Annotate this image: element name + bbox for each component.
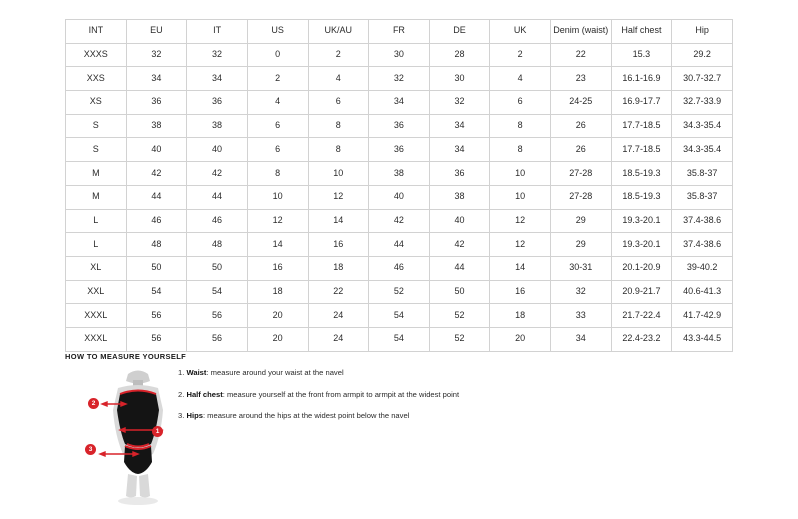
size-value-cell: 50 (429, 280, 490, 304)
size-value-cell: 38 (369, 162, 430, 186)
size-value-cell: 26 (551, 138, 612, 162)
size-value-cell: 6 (490, 91, 551, 115)
size-value-cell: 2 (247, 67, 308, 91)
size-label-cell: XS (66, 91, 127, 115)
size-value-cell: 12 (308, 185, 369, 209)
size-value-cell: 44 (187, 185, 248, 209)
size-value-cell: 52 (369, 280, 430, 304)
size-value-cell: 22 (551, 43, 612, 67)
size-value-cell: 4 (308, 67, 369, 91)
table-header-row (66, 20, 733, 44)
column-header: Hip (672, 20, 733, 44)
size-value-cell: 30-31 (551, 256, 612, 280)
size-value-cell: 32.7-33.9 (672, 91, 733, 115)
size-value-cell: 16 (490, 280, 551, 304)
column-header: EU (126, 20, 187, 44)
size-value-cell: 15.3 (611, 43, 672, 67)
table-row (66, 209, 733, 233)
column-header: DE (429, 20, 490, 44)
size-value-cell: 38 (187, 114, 248, 138)
table-row (66, 114, 733, 138)
size-value-cell: 6 (247, 138, 308, 162)
size-value-cell: 32 (187, 43, 248, 67)
size-value-cell: 50 (187, 256, 248, 280)
size-value-cell: 30 (429, 67, 490, 91)
size-value-cell: 18.5-19.3 (611, 185, 672, 209)
size-value-cell: 54 (369, 327, 430, 351)
size-value-cell: 46 (369, 256, 430, 280)
size-value-cell: 34.3-35.4 (672, 138, 733, 162)
table-header (66, 20, 733, 44)
size-label-cell: M (66, 185, 127, 209)
callout-bullet-hips: 3 (85, 444, 96, 455)
size-label-cell: XXXS (66, 43, 127, 67)
size-value-cell: 8 (308, 138, 369, 162)
size-value-cell: 36 (126, 91, 187, 115)
size-value-cell: 32 (551, 280, 612, 304)
size-value-cell: 27-28 (551, 185, 612, 209)
size-value-cell: 21.7-22.4 (611, 304, 672, 328)
note-number: 2. (178, 389, 185, 399)
size-value-cell: 38 (126, 114, 187, 138)
size-value-cell: 42 (187, 162, 248, 186)
size-value-cell: 10 (490, 185, 551, 209)
size-value-cell: 37.4-38.6 (672, 209, 733, 233)
size-value-cell: 34 (126, 67, 187, 91)
column-header: Half chest (611, 20, 672, 44)
note-term: Waist (186, 368, 207, 377)
size-value-cell: 14 (490, 256, 551, 280)
size-value-cell: 17.7-18.5 (611, 138, 672, 162)
size-value-cell: 33 (551, 304, 612, 328)
size-value-cell: 43.3-44.5 (672, 327, 733, 351)
callout-bullet-half-chest: 2 (88, 398, 99, 409)
size-value-cell: 20 (490, 327, 551, 351)
size-value-cell: 14 (247, 233, 308, 257)
size-value-cell: 44 (429, 256, 490, 280)
size-value-cell: 10 (490, 162, 551, 186)
table-row (66, 233, 733, 257)
table-row (66, 138, 733, 162)
size-value-cell: 56 (187, 304, 248, 328)
size-value-cell: 32 (429, 91, 490, 115)
size-value-cell: 36 (187, 91, 248, 115)
size-value-cell: 12 (247, 209, 308, 233)
size-label-cell: L (66, 209, 127, 233)
table-row (66, 162, 733, 186)
table-row (66, 91, 733, 115)
measurement-note (178, 368, 598, 377)
size-value-cell: 54 (126, 280, 187, 304)
table-row (66, 185, 733, 209)
size-value-cell: 32 (369, 67, 430, 91)
size-value-cell: 48 (126, 233, 187, 257)
size-value-cell: 37.4-38.6 (672, 233, 733, 257)
size-value-cell: 32 (126, 43, 187, 67)
size-label-cell: M (66, 162, 127, 186)
table-row (66, 327, 733, 351)
size-value-cell: 36 (369, 138, 430, 162)
size-value-cell: 34 (429, 138, 490, 162)
note-text: : measure around the hips at the widest point below the navel (202, 411, 410, 421)
note-text: : measure yourself at the front from armpit to armpit at the widest point (222, 389, 460, 399)
size-value-cell: 54 (369, 304, 430, 328)
size-value-cell: 17.7-18.5 (611, 114, 672, 138)
size-value-cell: 40 (369, 185, 430, 209)
size-value-cell: 52 (429, 304, 490, 328)
table-row (66, 43, 733, 67)
size-value-cell: 0 (247, 43, 308, 67)
size-value-cell: 18.5-19.3 (611, 162, 672, 186)
size-value-cell: 35.8-37 (672, 185, 733, 209)
note-text: : measure around your waist at the navel (206, 368, 344, 377)
size-value-cell: 30.7-32.7 (672, 67, 733, 91)
measurement-notes (178, 368, 598, 433)
size-value-cell: 18 (247, 280, 308, 304)
column-header: UK/AU (308, 20, 369, 44)
size-label-cell: L (66, 233, 127, 257)
size-value-cell: 8 (490, 114, 551, 138)
size-value-cell: 4 (490, 67, 551, 91)
size-value-cell: 16 (308, 233, 369, 257)
size-value-cell: 29 (551, 209, 612, 233)
measurement-note (178, 390, 598, 399)
column-header: Denim (waist) (551, 20, 612, 44)
size-value-cell: 54 (187, 280, 248, 304)
size-value-cell: 44 (126, 185, 187, 209)
size-value-cell: 29.2 (672, 43, 733, 67)
column-header: UK (490, 20, 551, 44)
table-row (66, 67, 733, 91)
callout-bullet-waist: 1 (152, 426, 163, 437)
size-value-cell: 34 (369, 91, 430, 115)
size-value-cell: 34 (429, 114, 490, 138)
size-value-cell: 56 (187, 327, 248, 351)
size-label-cell: XL (66, 256, 127, 280)
note-number: 1. (178, 368, 185, 377)
size-value-cell: 20 (247, 327, 308, 351)
size-value-cell: 16 (247, 256, 308, 280)
size-value-cell: 52 (429, 327, 490, 351)
size-value-cell: 12 (490, 233, 551, 257)
size-value-cell: 27-28 (551, 162, 612, 186)
size-value-cell: 24-25 (551, 91, 612, 115)
column-header: US (247, 20, 308, 44)
size-value-cell: 22 (308, 280, 369, 304)
size-value-cell: 10 (308, 162, 369, 186)
size-value-cell: 20.9-21.7 (611, 280, 672, 304)
size-value-cell: 50 (126, 256, 187, 280)
size-value-cell: 28 (429, 43, 490, 67)
size-value-cell: 36 (429, 162, 490, 186)
size-value-cell: 26 (551, 114, 612, 138)
column-header: INT (66, 20, 127, 44)
size-value-cell: 20.1-20.9 (611, 256, 672, 280)
size-label-cell: XXXL (66, 327, 127, 351)
size-value-cell: 16.9-17.7 (611, 91, 672, 115)
size-value-cell: 34.3-35.4 (672, 114, 733, 138)
size-value-cell: 30 (369, 43, 430, 67)
size-chart-container (65, 19, 733, 352)
size-value-cell: 6 (308, 91, 369, 115)
size-value-cell: 42 (429, 233, 490, 257)
size-value-cell: 8 (490, 138, 551, 162)
table-row (66, 256, 733, 280)
size-value-cell: 6 (247, 114, 308, 138)
size-value-cell: 10 (247, 185, 308, 209)
size-chart-table (65, 19, 733, 352)
size-value-cell: 46 (187, 209, 248, 233)
size-value-cell: 41.7-42.9 (672, 304, 733, 328)
table-row (66, 280, 733, 304)
size-value-cell: 56 (126, 327, 187, 351)
table-row (66, 304, 733, 328)
size-value-cell: 38 (429, 185, 490, 209)
size-value-cell: 40 (429, 209, 490, 233)
size-value-cell: 46 (126, 209, 187, 233)
size-value-cell: 42 (126, 162, 187, 186)
size-value-cell: 12 (490, 209, 551, 233)
size-value-cell: 2 (308, 43, 369, 67)
size-label-cell: XXL (66, 280, 127, 304)
column-header: FR (369, 20, 430, 44)
size-value-cell: 34 (551, 327, 612, 351)
size-value-cell: 19.3-20.1 (611, 233, 672, 257)
size-value-cell: 40.6-41.3 (672, 280, 733, 304)
size-value-cell: 40 (187, 138, 248, 162)
how-to-measure-title: HOW TO MEASURE YOURSELF (65, 352, 187, 361)
size-value-cell: 44 (369, 233, 430, 257)
size-value-cell: 35.8-37 (672, 162, 733, 186)
size-value-cell: 19.3-20.1 (611, 209, 672, 233)
size-value-cell: 18 (490, 304, 551, 328)
size-value-cell: 20 (247, 304, 308, 328)
size-value-cell: 24 (308, 327, 369, 351)
size-value-cell: 14 (308, 209, 369, 233)
size-label-cell: S (66, 114, 127, 138)
size-value-cell: 42 (369, 209, 430, 233)
size-value-cell: 8 (247, 162, 308, 186)
size-value-cell: 24 (308, 304, 369, 328)
size-value-cell: 36 (369, 114, 430, 138)
note-term: Half chest (186, 389, 223, 399)
size-value-cell: 16.1-16.9 (611, 67, 672, 91)
size-value-cell: 8 (308, 114, 369, 138)
size-value-cell: 56 (126, 304, 187, 328)
size-value-cell: 48 (187, 233, 248, 257)
size-label-cell: XXS (66, 67, 127, 91)
measurement-note (178, 411, 598, 420)
table-body (66, 43, 733, 351)
size-value-cell: 23 (551, 67, 612, 91)
size-label-cell: S (66, 138, 127, 162)
size-value-cell: 4 (247, 91, 308, 115)
size-value-cell: 29 (551, 233, 612, 257)
note-term: Hips (186, 411, 203, 421)
size-label-cell: XXXL (66, 304, 127, 328)
size-value-cell: 39-40.2 (672, 256, 733, 280)
size-value-cell: 34 (187, 67, 248, 91)
size-value-cell: 22.4-23.2 (611, 327, 672, 351)
size-value-cell: 18 (308, 256, 369, 280)
size-value-cell: 2 (490, 43, 551, 67)
note-number: 3. (178, 411, 185, 421)
column-header: IT (187, 20, 248, 44)
size-value-cell: 40 (126, 138, 187, 162)
